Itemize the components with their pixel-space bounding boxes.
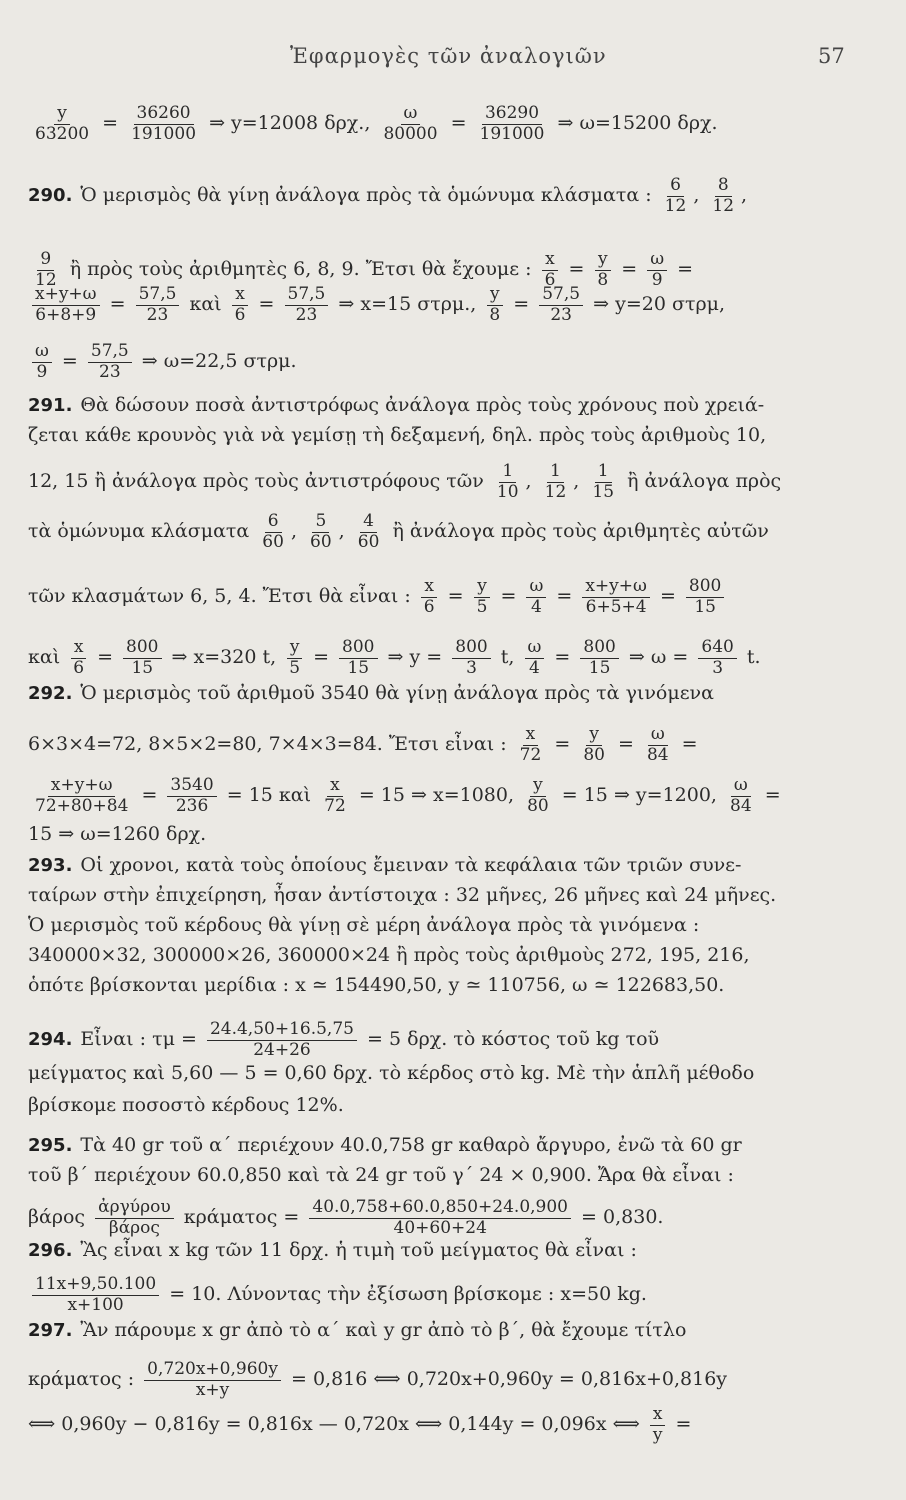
text-line [28, 683, 714, 704]
line-text: μείγματος καὶ 5,60 — 5 = 0,60 δρχ. τὸ κέρδος στὸ kg. Μὲ τὴν ἁπλῆ μέθοδο [28, 1062, 755, 1084]
fraction: $\frac{x}{6}$ [70, 638, 87, 678]
fraction: $\frac{\omega}{9}$ [32, 342, 52, 382]
chapter-title: Ἐφαρμογὲς τῶν ἀναλογιῶν [290, 44, 607, 68]
text-line [28, 1240, 637, 1261]
line-text: ζεται κάθε κρουνὸς γιὰ νὰ γεμίσῃ τὴ δεξαμενή, δηλ. πρὸς τοὺς ἀριθμοὺς 10, [28, 424, 767, 446]
text-line [28, 1198, 663, 1238]
line-text: $\frac{9}{12}$ ἢ πρὸς τοὺς ἀριθμητὲς 6, 8, 9. Ἔτσι θὰ ἔχουμε : $\frac{x}{6}$ = $\frac{y}{8}$ = $\frac{\omega}{9}$ = [28, 258, 693, 280]
fraction: $\frac{57,5}{23}$ [539, 285, 583, 325]
line-text: τῶν κλασμάτων 6, 5, 4. Ἔτσι θὰ εἶναι : $\frac{x}{6}$ = $\frac{y}{5}$ = $\frac{\omega}{4}$ = $\frac{x+y+\omega}{6+5+4}$ = $\frac{800}{15}$ [28, 585, 728, 607]
fraction: $\frac{800}{15}$ [686, 577, 724, 617]
line-text: Ὁ μερισμὸς τοῦ κέρδους θὰ γίνῃ σὲ μέρη ἀνάλογα πρὸς τὰ γινόμενα : [28, 914, 700, 936]
text-line [28, 1165, 734, 1186]
fraction: $\frac{1}{12}$ [544, 461, 567, 502]
fraction: $\frac{640}{3}$ [698, 638, 736, 678]
text-line [28, 512, 769, 552]
fraction: $\frac{800}{3}$ [452, 638, 490, 678]
fraction: $\frac{6}{60}$ [262, 511, 284, 552]
fraction: $\frac{\omega}{84}$ [730, 775, 752, 816]
fraction: $\frac{\omega}{4}$ [526, 577, 546, 617]
line-text: 340000×32, 300000×26, 360000×24 ἢ πρὸς τοὺς ἀριθμοὺς 272, 195, 216, [28, 944, 750, 966]
line-text: ταίρων στὴν ἐπιχείρηση, ἦσαν ἀντίστοιχα : 32 μῆνες, 26 μῆνες καὶ 24 μῆνες. [28, 884, 777, 906]
fraction: $\frac{x+y+\omega}{72+80+84}$ [35, 775, 129, 816]
line-text: $\frac{y}{63200}$ = $\frac{36260}{191000}$ ⇒ y=12008 δρχ., $\frac{\omega}{80000}$ = $\frac{36290}{191000}$ ⇒ ω=15200 δρχ. [28, 112, 718, 134]
fraction: $\frac{57,5}{23}$ [136, 285, 180, 325]
line-text: βάρος ἀργύρου βάρος κράματος = $\frac{40.0,758+60.0,850+24.0,900}{40+60+24}$ = 0,830. [28, 1197, 664, 1238]
text-line [28, 885, 776, 906]
text-line [28, 1405, 691, 1445]
line-text: 15 ⇒ ω=1260 δρχ. [28, 823, 207, 845]
fraction: $\frac{y}{80}$ [583, 724, 605, 765]
fraction: $\frac{x}{y}$ [650, 1405, 666, 1445]
line-text: $\frac{\omega}{9}$ = $\frac{57,5}{23}$ ⇒ ω=22,5 στρμ. [28, 350, 297, 372]
fraction: $\frac{\omega}{9}$ [647, 250, 667, 290]
line-text: $\frac{11x+9,50.100}{x+100}$ = 10. Λύνοντας τὴν ἐξίσωση βρίσκομε : x=50 kg. [28, 1283, 647, 1305]
line-text: Ἂς εἶναι x kg τῶν 11 δρχ. ἡ τιμὴ τοῦ μείγματος θὰ εἶναι : [80, 1239, 637, 1261]
text-line [28, 638, 761, 678]
fraction: $\frac{40.0,758+60.0,850+24.0,900}{40+60+24}$ [309, 1198, 571, 1238]
fraction: $\frac{36290}{191000}$ [479, 103, 545, 144]
text-line [28, 285, 725, 325]
text-line [28, 915, 699, 936]
fraction: $\frac{8}{12}$ [712, 175, 735, 216]
text-line [28, 945, 750, 966]
fraction: $\frac{57,5}{23}$ [285, 285, 329, 325]
text-line [28, 342, 297, 382]
text-line [28, 1360, 727, 1400]
exercise-number: 291. [28, 395, 73, 416]
text-line [28, 1275, 647, 1315]
fraction: $\frac{4}{60}$ [357, 511, 380, 552]
line-text: τοῦ β΄ περιέχουν 60.0,850 καὶ τὰ 24 gr τοῦ γ΄ 24 × 0,900. Ἄρα θὰ εἶναι : [28, 1164, 734, 1186]
text-line [28, 1135, 742, 1156]
line-text: Ὁ μερισμὸς τοῦ ἀριθμοῦ 3540 θὰ γίνῃ ἀνάλογα πρὸς τὰ γινόμενα [80, 682, 714, 704]
fraction: $\frac{y}{80}$ [527, 775, 549, 816]
fraction: $\frac{\omega}{4}$ [525, 638, 545, 678]
fraction: $\frac{x+y+\omega}{6+8+9}$ [32, 285, 100, 325]
line-text: 12, 15 ἢ ἀνάλογα πρὸς τοὺς ἀντιστρόφους τῶν $\frac{1}{10}$ , $\frac{1}{12}$ , $\frac{1}{15}$ ἢ ἀνάλογα πρὸς [28, 461, 782, 502]
running-header [0, 44, 906, 74]
line-text: ⟺ 0,960y − 0,816y = 0,816x — 0,720x ⟺ 0,144y = 0,096x ⟺ $\frac{x}{y}$ = [28, 1404, 692, 1445]
fraction: $\frac{y}{8}$ [486, 285, 503, 325]
exercise-number: 292. [28, 683, 73, 704]
text-line [28, 176, 747, 216]
fraction: $\frac{x}{6}$ [542, 250, 559, 290]
exercise-number: 296. [28, 1240, 73, 1261]
fraction: $\frac{6}{12}$ [664, 175, 687, 216]
fraction: $\frac{y}{5}$ [286, 638, 303, 678]
text-line [28, 395, 764, 416]
fraction: $\frac{y}{8}$ [594, 250, 611, 290]
fraction: $\frac{36260}{191000}$ [131, 103, 197, 144]
fraction: $\frac{57,5}{23}$ [88, 342, 132, 382]
fraction: $\frac{y}{63200}$ [35, 103, 90, 144]
fraction: $\frac{0,720x+0,960y}{x+y}$ [144, 1360, 281, 1400]
line-text: καὶ $\frac{x}{6}$ = $\frac{800}{15}$ ⇒ x=320 t, $\frac{y}{5}$ = $\frac{800}{15}$ ⇒ y = $\frac{800}{3}$ t, $\frac{\omega}{4}$ = $\frac{800}{15}$ ⇒ ω = $\frac{640}{3}$ t. [28, 637, 761, 678]
text-line [28, 824, 206, 845]
fraction: $\frac{x}{72}$ [324, 775, 346, 816]
fraction: $\frac{\omega}{80000}$ [383, 103, 438, 144]
fraction: $\frac{800}{15}$ [339, 638, 377, 678]
exercise-number: 297. [28, 1320, 73, 1341]
line-text: $\frac{x+y+\omega}{72+80+84}$ = $\frac{3540}{236}$ = 15 καὶ $\frac{x}{72}$ = 15 ⇒ x=1080, $\frac{y}{80}$ = 15 ⇒ y=1200, $\frac{\omega}{84}$ = [28, 784, 781, 806]
fraction: $\frac{y}{5}$ [474, 577, 491, 617]
line-text: 6×3×4=72, 8×5×2=80, 7×4×3=84. Ἔτσι εἶναι : $\frac{x}{72}$ = $\frac{y}{80}$ = $\frac{\omega}{84}$ = [28, 724, 698, 765]
exercise-number: 290. [28, 185, 73, 207]
text-line [28, 1320, 686, 1341]
line-text: Θὰ δώσουν ποσὰ ἀντιστρόφως ἀνάλογα πρὸς τοὺς χρόνους ποὺ χρειά- [80, 394, 765, 416]
line-text: βρίσκομε ποσοστὸ κέρδους 12%. [28, 1094, 344, 1116]
fraction: $\frac{24.4,50+16.5,75}{24+26}$ [207, 1020, 357, 1060]
fraction: $\frac{1}{10}$ [496, 461, 519, 502]
fraction: $\frac{x}{6}$ [232, 285, 249, 325]
line-text: Εἶναι : τμ = $\frac{24.4,50+16.5,75}{24+26}$ = 5 δρχ. τὸ κόστος τοῦ kg τοῦ [80, 1019, 660, 1060]
line-text: Τὰ 40 gr τοῦ α΄ περιέχουν 40.0,758 gr καθαρὸ ἄργυρο, ἐνῶ τὰ 60 gr [80, 1134, 742, 1156]
fraction: ἀργύρου βάρος [95, 1198, 174, 1238]
text-line [28, 776, 781, 816]
text-line [28, 577, 728, 617]
text-line [28, 104, 718, 144]
text-line [28, 1063, 754, 1084]
text-line [28, 975, 724, 996]
text-line [28, 1095, 344, 1116]
exercise-number: 294. [28, 1029, 73, 1051]
fraction: $\frac{3540}{236}$ [167, 776, 216, 816]
fraction: $\frac{5}{60}$ [310, 511, 332, 552]
line-text: Οἱ χρονοι, κατὰ τοὺς ὁποίους ἔμειναν τὰ κεφάλαια τῶν τριῶν συνε- [80, 854, 742, 876]
text-line [28, 425, 766, 446]
text-line [28, 462, 781, 502]
fraction: $\frac{11x+9,50.100}{x+100}$ [32, 1275, 159, 1315]
line-text: κράματος : $\frac{0,720x+0,960y}{x+y}$ = 0,816 ⟺ 0,720x+0,960y = 0,816x+0,816y [28, 1359, 728, 1400]
text-line [28, 725, 698, 765]
fraction: $\frac{9}{12}$ [35, 249, 57, 290]
line-text: τὰ ὁμώνυμα κλάσματα $\frac{6}{60}$ , $\frac{5}{60}$ , $\frac{4}{60}$ ἢ ἀνάλογα πρὸς τοὺς ἀριθμητὲς αὐτῶν [28, 511, 769, 552]
fraction: $\frac{800}{15}$ [123, 638, 161, 678]
line-text: ὁπότε βρίσκονται μερίδια : x ≃ 154490,50, y ≃ 110756, ω ≃ 122683,50. [28, 974, 725, 996]
exercise-number: 293. [28, 855, 73, 876]
fraction: $\frac{800}{15}$ [580, 638, 618, 678]
text-line [28, 855, 741, 876]
exercise-number: 295. [28, 1135, 73, 1156]
fraction: $\frac{\omega}{84}$ [646, 724, 669, 765]
line-text: $\frac{x+y+\omega}{6+8+9}$ = $\frac{57,5}{23}$ καὶ $\frac{x}{6}$ = $\frac{57,5}{23}$ ⇒ x=15 στρμ., $\frac{y}{8}$ = $\frac{57,5}{23}$ ⇒ y=20 στρμ, [28, 293, 725, 315]
text-line [28, 1020, 659, 1060]
fraction: $\frac{x}{6}$ [421, 577, 438, 617]
fraction: $\frac{x+y+\omega}{6+5+4}$ [582, 577, 650, 617]
line-text: Ἂν πάρουμε x gr ἀπὸ τὸ α΄ καὶ y gr ἀπὸ τὸ β΄, θὰ ἔχουμε τίτλο [80, 1319, 687, 1341]
fraction: $\frac{x}{72}$ [519, 724, 542, 765]
page-number: 57 [818, 44, 845, 68]
line-text: Ὁ μερισμὸς θὰ γίνῃ ἀνάλογα πρὸς τὰ ὁμώνυμα κλάσματα : $\frac{6}{12}$ , $\frac{8}{12}$ , [80, 175, 748, 216]
fraction: $\frac{1}{15}$ [592, 461, 615, 502]
